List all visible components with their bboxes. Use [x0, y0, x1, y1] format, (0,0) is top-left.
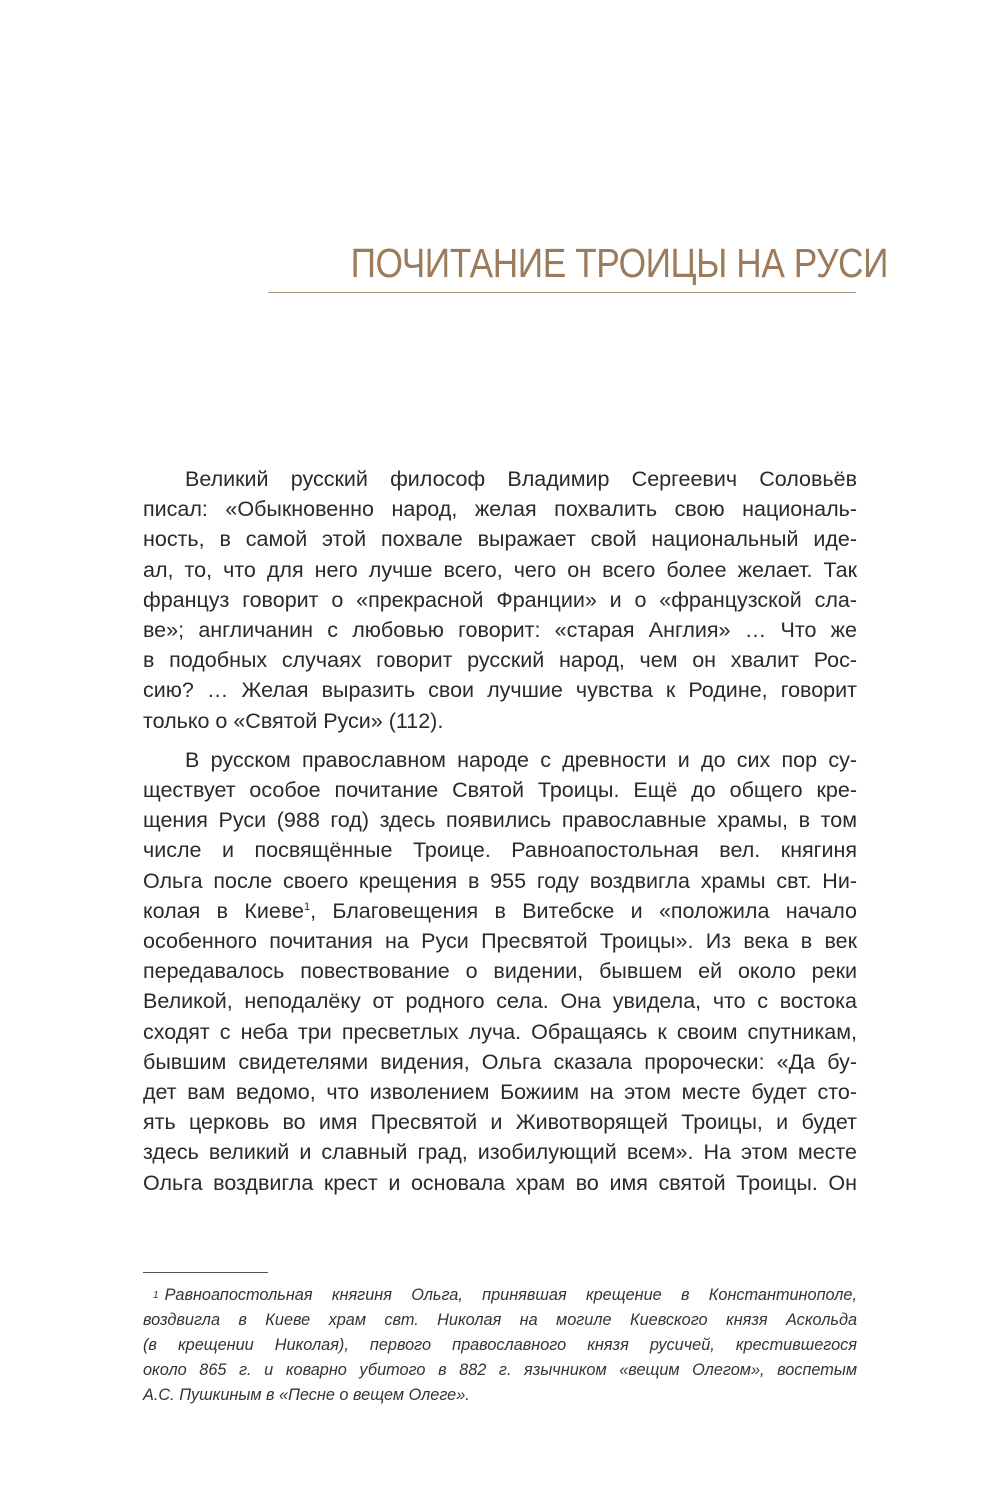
- footnote-line: около 865 г. и коварно убитого в 882 г. язычником «вещим Олегом», воспетым: [143, 1361, 857, 1379]
- text-line: сходят с неба три пресветлых луча. Обращаясь к своим спутникам,: [143, 1019, 857, 1044]
- chapter-title: ПОЧИТАНИЕ ТРОИЦЫ НА РУСИ: [350, 240, 889, 286]
- paragraph-1: [143, 464, 857, 736]
- footnote-line: (в крещении Николая), первого православного князя русичей, крестившегося: [143, 1336, 857, 1354]
- text-line: здесь великий и славный град, изобилующий всем». На этом месте: [143, 1140, 857, 1165]
- text-line: дет вам ведомо, что изволением Божиим на этом месте будет сто-: [143, 1080, 857, 1105]
- footnote-line: воздвигла в Киеве храм свт. Николая на могиле Киевского князя Аскольда: [143, 1311, 857, 1329]
- text-segment: колая в Киеве: [143, 898, 304, 923]
- text-line: сию? … Желая выразить свои лучшие чувства к Родине, говорит: [143, 678, 857, 703]
- text-line: в подобных случаях говорит русский народ, чем он хвалит Рос-: [143, 648, 857, 673]
- text-line: бывшим свидетелями видения, Ольга сказала пророчески: «Да бу-: [143, 1049, 857, 1074]
- paragraph-2: [143, 745, 857, 1198]
- footnote: [143, 1283, 857, 1408]
- text-line: ять церковь во имя Пресвятой и Животворящей Троицы, и будет: [143, 1110, 857, 1135]
- text-line: ве»; англичанин с любовью говорит: «старая Англия» … Что же: [143, 618, 857, 643]
- text-line: ществует особое почитание Святой Троицы. Ещё до общего кре-: [143, 778, 857, 803]
- footnote-text: Равноапостольная княгиня Ольга, принявшая крещение в Константинополе,: [164, 1286, 857, 1304]
- body-text: [143, 464, 857, 1207]
- text-line: француз говорит о «прекрасной Франции» и о «французской сла-: [143, 587, 857, 612]
- footnote-line: А.С. Пушкиным в «Песне о вещем Олеге».: [143, 1386, 470, 1404]
- text-line: передавалось повествование о видении, бывшем ей около реки: [143, 959, 857, 984]
- text-line: В русском православном народе с древности и до сих пор су-: [185, 747, 857, 772]
- text-line: Ольга воздвигла крест и основала храм во имя святой Троицы. Он: [143, 1170, 857, 1195]
- text-line: только о «Святой Руси» (112).: [143, 708, 444, 733]
- text-line: Великий русский философ Владимир Сергеевич Соловьёв: [185, 467, 857, 491]
- text-line: числе и посвящённые Троице. Равноапостольная вел. княгиня: [143, 838, 857, 863]
- text-line: [143, 896, 857, 926]
- text-line: особенного почитания на Руси Пресвятой Троицы». Из века в век: [143, 929, 857, 954]
- footnote-mark: 1: [153, 1290, 159, 1301]
- text-line: ность, в самой этой похвале выражает свой национальный иде-: [143, 527, 857, 552]
- text-line: ал, то, что для него лучше всего, чего он всего более желает. Так: [143, 557, 857, 582]
- text-segment: , Благовещения в Витебске и «положила начало: [310, 898, 857, 923]
- text-line: писал: «Обыкновенно народ, желая похвалить свою националь-: [143, 497, 857, 522]
- footnote-line: [143, 1283, 857, 1308]
- footnote-separator: [143, 1272, 268, 1273]
- text-line: Великой, неподалёку от родного села. Она увидела, что с востока: [143, 989, 857, 1014]
- text-line: Ольга после своего крещения в 955 году воздвигла храмы свт. Ни-: [143, 868, 857, 893]
- text-line: щения Руси (988 год) здесь появились православные храмы, в том: [143, 808, 857, 833]
- footnote-reference[interactable]: 1: [303, 900, 311, 913]
- title-underline: [268, 292, 856, 293]
